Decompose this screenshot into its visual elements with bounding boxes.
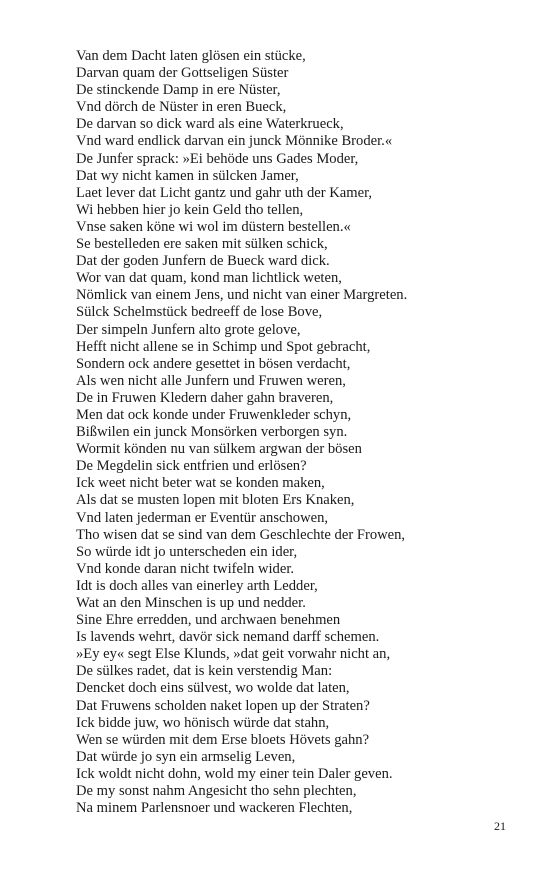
poem-line: Is lavends wehrt, davör sick nemand darff schemen. — [76, 629, 380, 646]
poem-line: Na minem Parlensnoer und wackeren Flechten, — [76, 800, 353, 817]
poem-line: Nömlick van einem Jens, und nicht van einer Margreten. — [76, 287, 408, 304]
poem-line: Hefft nicht allene se in Schimp und Spot gebracht, — [76, 338, 371, 355]
poem-line: Dat würde jo syn ein armselig Leven, — [76, 748, 296, 765]
poem-line: Wi hebben hier jo kein Geld tho tellen, — [76, 201, 304, 218]
poem-line: »Ey ey« segt Else Klunds, »dat geit vorwahr nicht an, — [76, 646, 391, 663]
poem-line: Vnd dörch de Nüster in eren Bueck, — [76, 99, 287, 116]
poem-line: Idt is doch alles van einerley arth Ledder, — [76, 577, 318, 594]
poem-line: De Junfer sprack: »Ei behöde uns Gades Moder, — [76, 150, 359, 167]
poem-line: De stinckende Damp in ere Nüster, — [76, 82, 281, 99]
poem-line: Sülck Schelmstück bedreeff de lose Bove, — [76, 304, 323, 321]
poem-line: Van dem Dacht laten glösen ein stücke, — [76, 48, 306, 64]
poem-line: De my sonst nahm Angesicht tho sehn plechten, — [76, 783, 357, 800]
poem-line: Dat Fruwens scholden naket lopen up der Straten? — [76, 697, 370, 714]
poem-line: Wormit könden nu van sülkem argwan der bösen — [76, 441, 362, 458]
poem-line: Ick woldt nicht dohn, wold my einer tein Daler geven. — [76, 765, 393, 782]
poem-text — [76, 48, 496, 817]
poem-line: Sondern ock andere gesettet in bösen verdacht, — [76, 355, 351, 372]
poem-line: Vnse saken köne wi wol im düstern bestellen.« — [76, 218, 351, 235]
poem-line: Als wen nicht alle Junfern und Fruwen weren, — [76, 372, 346, 389]
poem-line: Dencket doch eins sülvest, wo wolde dat laten, — [76, 680, 350, 697]
poem-line: Der simpeln Junfern alto grote gelove, — [76, 321, 301, 338]
poem-line: Laet lever dat Licht gantz und gahr uth der Kamer, — [76, 184, 373, 201]
poem-line: Vnd ward endlick darvan ein junck Mönnike Broder.« — [76, 133, 393, 150]
poem-line: Darvan quam der Gottseligen Süster — [76, 65, 289, 82]
poem-line: Vnd laten jederman er Eventür anschowen, — [76, 509, 329, 526]
poem-line: Dat der goden Junfern de Bueck ward dick. — [76, 253, 330, 270]
poem-line: Als dat se musten lopen mit bloten Ers Knaken, — [76, 492, 355, 509]
poem-line: Bißwilen ein junck Monsörken verborgen syn. — [76, 424, 348, 441]
poem-line: Sine Ehre erredden, und archwaen benehmen — [76, 612, 341, 629]
poem-line: De darvan so dick ward als eine Waterkrueck, — [76, 116, 344, 133]
poem-line: Wen se würden mit dem Erse bloets Hövets gahn? — [76, 731, 370, 748]
poem-line: Se bestelleden ere saken mit sülken schick, — [76, 236, 328, 253]
poem-line: So würde idt jo unterscheden ein ider, — [76, 543, 298, 560]
poem-line: Tho wisen dat se sind van dem Geschlechte der Frowen, — [76, 526, 406, 543]
poem-line: Wat an den Minschen is up und nedder. — [76, 595, 306, 611]
poem-line: De Megdelin sick entfrien und erlösen? — [76, 458, 307, 475]
poem-line: Men dat ock konde under Fruwenkleder schyn, — [76, 406, 352, 423]
poem-line: De sülkes radet, dat is kein verstendig Man: — [76, 663, 333, 680]
page-number: 21 — [494, 819, 506, 833]
poem-line: Dat wy nicht kamen in sülcken Jamer, — [76, 167, 299, 184]
poem-line: Ick weet nicht beter wat se konden maken, — [76, 475, 325, 492]
poem-line: De in Fruwen Kledern daher gahn braveren, — [76, 389, 334, 406]
poem-line: Vnd konde daran nicht twifeln wider. — [76, 560, 295, 577]
poem-line: Ick bidde juw, wo hönisch würde dat stahn, — [76, 714, 330, 731]
poem-line: Wor van dat quam, kond man lichtlick weten, — [76, 270, 342, 287]
